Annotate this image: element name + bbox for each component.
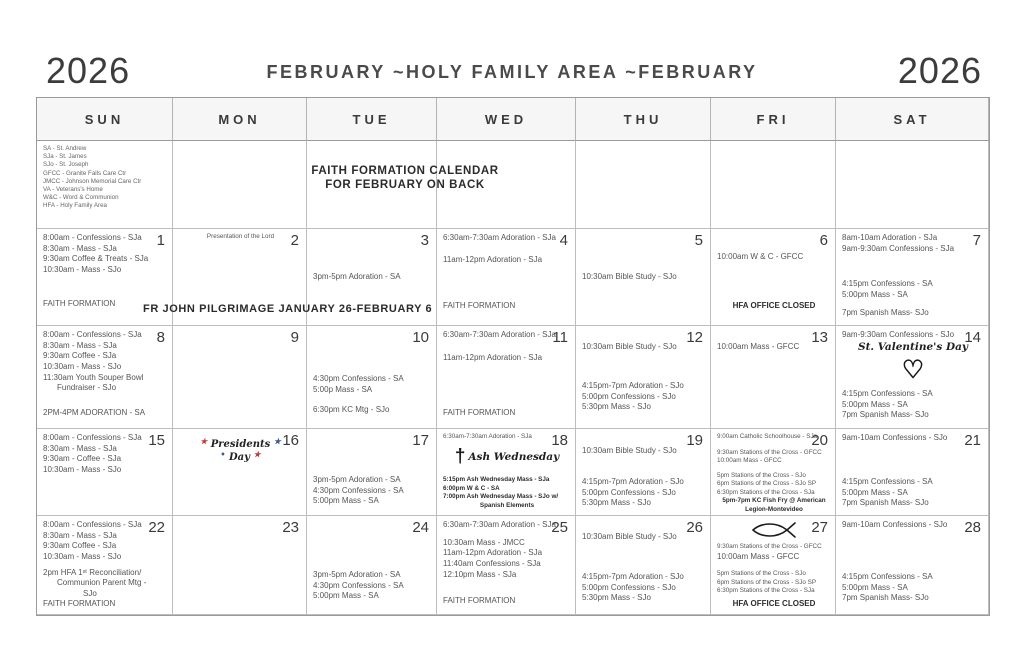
day-cell-24 [307,516,437,615]
event-line: 7pm Spanish Mass- SJo [842,410,929,420]
day-number: 3 [420,232,429,249]
event-line: 5:00pm Mass - SA [842,487,908,497]
event-line: 8:00am - Confessions - SJa [43,433,142,442]
event-block [582,272,706,283]
day-number: 21 [964,432,981,449]
event-block [443,233,571,265]
event-line: 5:15pm Ash Wednesday Mass - SJa [443,476,550,483]
faith-formation-note-line2: FOR FEBRUARY ON BACK [325,179,485,192]
event-line: 10:00am Mass - GFCC [717,457,782,464]
day-number: 10 [412,329,429,346]
event-block [842,572,984,604]
event-line: 11am-12pm Adoration - SJa [443,352,543,362]
day-cell-17 [307,429,437,516]
event-line: 6:30pm Stations of the Cross - SJa [717,488,815,496]
day-number: 16 [282,432,299,449]
event-line: SJa - St. James [43,153,87,161]
event-line: 5:00pm Mass - SA [313,496,379,506]
faith-formation-note-line1: FAITH FORMATION CALENDAR [311,165,499,177]
ash-wednesday-label: Ash Wednesday [468,450,560,463]
event-line: 4:15pm Confessions - SA [842,572,933,582]
event-line: 6:30pm KC Mtg - SJo [313,405,390,415]
event-line: 10:00am Mass - GFCC [717,342,800,351]
event-line: 11:30am Youth Souper Bowl [43,372,144,382]
event-line: 11am-12pm Adoration - SJa [443,548,543,558]
event-block [582,572,706,604]
event-line: 9:30am - Coffee - SJa [43,454,122,464]
event-line: 8:30am - Mass - SJa [43,340,117,350]
day-number: 24 [412,519,429,536]
event-line: 10:30am Bible Study - SJo [582,271,677,281]
event-line: 11am-12pm Adoration - SJa [443,254,543,264]
event-line: 9:30am Coffee & Treats - SJa [43,254,149,264]
event-line: 7pm Spanish Mass- SJo [842,498,929,508]
event-line: SA - St. Andrew [43,145,87,152]
day-number: 7 [972,232,981,249]
day-cell-20 [711,429,836,516]
event-line: 10:30am Bible Study - SJo [582,532,677,541]
event-line: 5:00pm Mass - SA [842,289,908,299]
event-line: 5:00p Mass - SA [313,384,373,394]
day-number: 17 [412,432,429,449]
event-block [842,233,984,254]
day-number: 5 [694,232,703,249]
day-number: 28 [964,519,981,536]
event-block [43,599,168,610]
event-line: 6pm Stations of the Cross - SJo SP [717,480,817,487]
day-cell-4 [437,229,576,326]
event-line: 7pm Spanish Mass- SJo [842,308,929,318]
day-cell-15 [37,429,173,516]
event-line: HFA - Holy Family Area [43,202,107,210]
day-cell-16 [173,429,307,516]
event-line: 10:00am Mass - GFCC [717,551,800,561]
event-block [842,389,984,421]
day-number: 1 [156,232,165,249]
event-line: 8:30am - Mass - SJa [43,530,117,540]
event-line: 8:30am - Mass - SJa [43,243,117,253]
event-line: 11:40am Confessions - SJa [443,558,541,568]
day-number: 11 [552,329,568,346]
event-line: 5:00pm Confessions - SJo [582,391,676,401]
event-line: 5:00pm Mass - SA [313,591,379,601]
event-line: FAITH FORMATION [443,596,516,606]
event-line: GFCC - Granite Falls Care Ctr [43,169,127,177]
empty-cell [711,141,836,229]
event-line: 6:30am-7:30am Adoration - SJa [443,330,556,339]
event-line: 4:15pm Confessions - SA [842,389,933,399]
empty-cell [576,141,711,229]
event-line: 7:00pm Ash Wednesday Mass - SJo w/ [443,493,559,500]
event-line: FAITH FORMATION [43,599,116,609]
day-number: 26 [686,519,703,536]
day-cell-10 [307,326,437,429]
event-line: 6:30am-7:30am Adoration - SJa [443,433,532,440]
event-block [717,252,831,263]
day-number: 19 [686,432,703,449]
event-line: Communion Parent Mtg - [57,578,147,588]
event-block [842,279,984,319]
event-line: 5:00pm Mass - SA [842,399,908,409]
event-block [717,497,831,514]
event-line: 10:00am W & C - GFCC [717,252,804,262]
event-line: 10:30am - Mass - SJo [43,264,122,274]
year-left: 2026 [46,50,131,91]
event-block [43,408,168,419]
event-block [179,233,302,242]
event-block [313,570,432,602]
day-cell-7 [836,229,989,326]
event-line: 5pm Stations of the Cross - SJo [717,471,806,479]
event-line: 2PM-4PM ADORATION - SA [43,408,146,418]
event-line: FAITH FORMATION [443,301,516,311]
day-cell-26 [576,516,711,615]
event-line: 4:30pm Confessions - SA [313,374,404,384]
event-line: 8:00am - Confessions - SJa [43,233,142,242]
day-number: 27 [811,519,828,536]
pilgrimage-banner: FR JOHN PILGRIMAGE JANUARY 26-FEBRUARY 6 [143,303,433,315]
event-block [717,301,831,312]
event-line: 8:30am - Mass - SJa [43,443,117,453]
day-number: 2 [290,232,299,249]
day-cell-5 [576,229,711,326]
day-cell-19 [576,429,711,516]
event-line: 5:30pm Mass - SJo [582,498,651,508]
day-cell-9 [173,326,307,429]
event-line: 10:30am Mass - JMCC [443,537,525,547]
event-line: Presentation of the Lord [206,233,275,240]
event-line: 4:15pm-7pm Adoration - SJo [582,381,684,391]
day-cell-8 [37,326,173,429]
event-block [443,301,571,312]
event-line: 5:30pm Mass - SJo [582,402,651,412]
event-line: 6:30pm Stations of the Cross - SJa [717,587,815,595]
event-line: 6:30am-7:30am Adoration - SJa [443,520,556,529]
event-line: 4:30pm Confessions - SA [313,485,404,495]
event-line: 9am-10am Confessions - SJo [842,433,948,442]
event-line: FAITH FORMATION [443,408,516,418]
event-line: 3pm-5pm Adoration - SA [313,570,401,580]
page-title: FEBRUARY ~HOLY FAMILY AREA ~FEBRUARY [266,62,758,82]
event-line: VA - Veterans's Home [43,185,103,193]
event-line: JMCC - Johnson Memorial Care Ctr [43,177,142,185]
event-line: 4:15pm-7pm Adoration - SJo [582,477,684,487]
event-line: SJo [83,588,97,598]
event-block [43,145,168,211]
event-line: 6pm Stations of the Cross - SJo SP [717,578,817,586]
event-line: 4:30pm Confessions - SA [313,580,404,590]
event-line: 6:30am-7:30am Adoration - SJa [443,233,556,242]
day-header-tue: TUE [307,98,437,141]
day-header-mon: MON [173,98,307,141]
event-block [842,330,984,383]
day-cell-14 [836,326,989,429]
day-cell-23 [173,516,307,615]
day-number: 23 [282,519,299,536]
cross-icon: † [454,445,466,467]
event-line: HFA OFFICE CLOSED [732,301,816,311]
day-number: 22 [148,519,165,536]
event-line: 9:00am Catholic Schoolhouse - SJa [717,433,818,440]
event-line: 9:30am Coffee - SJa [43,541,117,551]
event-line: 5:00pm Mass - SA [842,582,908,592]
event-block [313,374,432,416]
day-number: 4 [559,232,568,249]
event-line: 5pm Stations of the Cross - SJo [717,570,806,578]
event-line: 4:15pm-7pm Adoration - SJo [582,572,684,582]
event-block [443,408,571,419]
event-block [43,330,168,394]
faith-formation-note [264,164,546,193]
blue-dot-icon: • [220,449,226,459]
event-block [313,272,432,283]
event-line: 8:00am - Confessions - SJa [43,330,142,339]
event-block [842,477,984,509]
day-number: 25 [551,519,568,536]
event-line: 12:10pm Mass - SJa [443,569,517,579]
event-line: 2pm HFA 1ˢᵗ Reconciliation/ [43,567,142,577]
blue-star-icon: ★ [273,436,281,446]
event-line: 4:15pm Confessions - SA [842,477,933,487]
event-line: SJo - St. Joseph [43,161,89,169]
presidents-day-sticker: ★ Presidents ★ • Day ★ [200,436,281,463]
day-header-sat: SAT [836,98,989,141]
event-line: 9am-10am Confessions - SJo [842,520,948,529]
day-number: 6 [819,232,828,249]
event-line: 3pm-5pm Adoration - SA [313,475,401,485]
event-line: 3pm-5pm Adoration - SA [313,271,401,281]
event-line: 5:00pm Confessions - SJo [582,487,676,497]
event-line: Fundraiser - SJo [57,383,117,393]
day-cell-13 [711,326,836,429]
day-cell-18 [437,429,576,516]
day-cell-12 [576,326,711,429]
event-block [582,381,706,413]
event-line: 5pm-7pm KC Fish Fry @ American [722,497,826,504]
day-number: 20 [811,432,828,449]
event-line: 8am-10am Adoration - SJa [842,233,938,242]
empty-cell [836,141,989,229]
day-number: 14 [964,329,981,346]
heart-icon: ♡ [901,355,925,384]
day-header-wed: WED [437,98,576,141]
day-number: 18 [551,432,568,449]
event-block [443,476,571,510]
day-cell-22 [37,516,173,615]
year-right: 2026 [897,50,982,91]
event-block [582,477,706,509]
event-block [43,233,168,276]
day-number: 8 [156,329,165,346]
event-line: St. Valentine's Day [858,340,968,353]
event-line: FAITH FORMATION [43,299,116,309]
event-line: 8:00am - Confessions - SJa [43,520,142,529]
day-header-thu: THU [576,98,711,141]
event-line: 10:30am Bible Study - SJo [582,342,677,351]
event-line: 4:15pm Confessions - SA [842,279,933,289]
event-block [313,475,432,507]
day-cell-28 [836,516,989,615]
legend-cell [37,141,173,229]
event-line: 5:00pm Confessions - SJo [582,582,676,592]
event-line: 5:30pm Mass - SJo [582,593,651,603]
event-line: 10:30am - Mass - SJo [43,464,122,474]
day-header-fri: FRI [711,98,836,141]
event-block [717,599,831,610]
event-block [842,433,984,444]
event-line: 9am-9:30am Confessions - SJo [842,330,955,339]
red-star-icon: ★ [253,449,261,459]
day-cell-6 [711,229,836,326]
red-star-icon: ★ [200,436,208,446]
day-number: 9 [290,329,299,346]
event-line: 10:30am - Mass - SJo [43,551,122,561]
event-line: W&C - Word & Communion [43,194,119,202]
event-line: 9:30am Stations of the Cross - GFCC [717,448,822,456]
day-cell-21 [836,429,989,516]
day-number: 15 [148,432,165,449]
event-block [842,520,984,531]
event-line: 10:30am Bible Study - SJo [582,446,677,455]
day-cell-27 [711,516,836,615]
event-line: 9:30am Stations of the Cross - GFCC [717,543,822,550]
day-number: 13 [811,329,828,346]
day-header-sun: SUN [37,98,173,141]
event-line: 7pm Spanish Mass- SJo [842,593,929,603]
day-number: 12 [686,329,703,346]
event-line: 9am-9:30am Confessions - SJa [842,243,955,253]
event-line: HFA OFFICE CLOSED [732,599,816,609]
event-block [443,596,571,607]
event-line: 6:00pm W & C - SA [443,484,500,492]
event-line: 10:30am - Mass - SJo [43,361,122,371]
event-line: Spanish Elements [479,501,535,509]
event-line: Legion-Montevideo [745,505,803,513]
day-cell-25 [437,516,576,615]
event-line: 9:30am Coffee - SJa [43,351,117,361]
heart-icon [842,357,984,383]
day-cell-11 [437,326,576,429]
